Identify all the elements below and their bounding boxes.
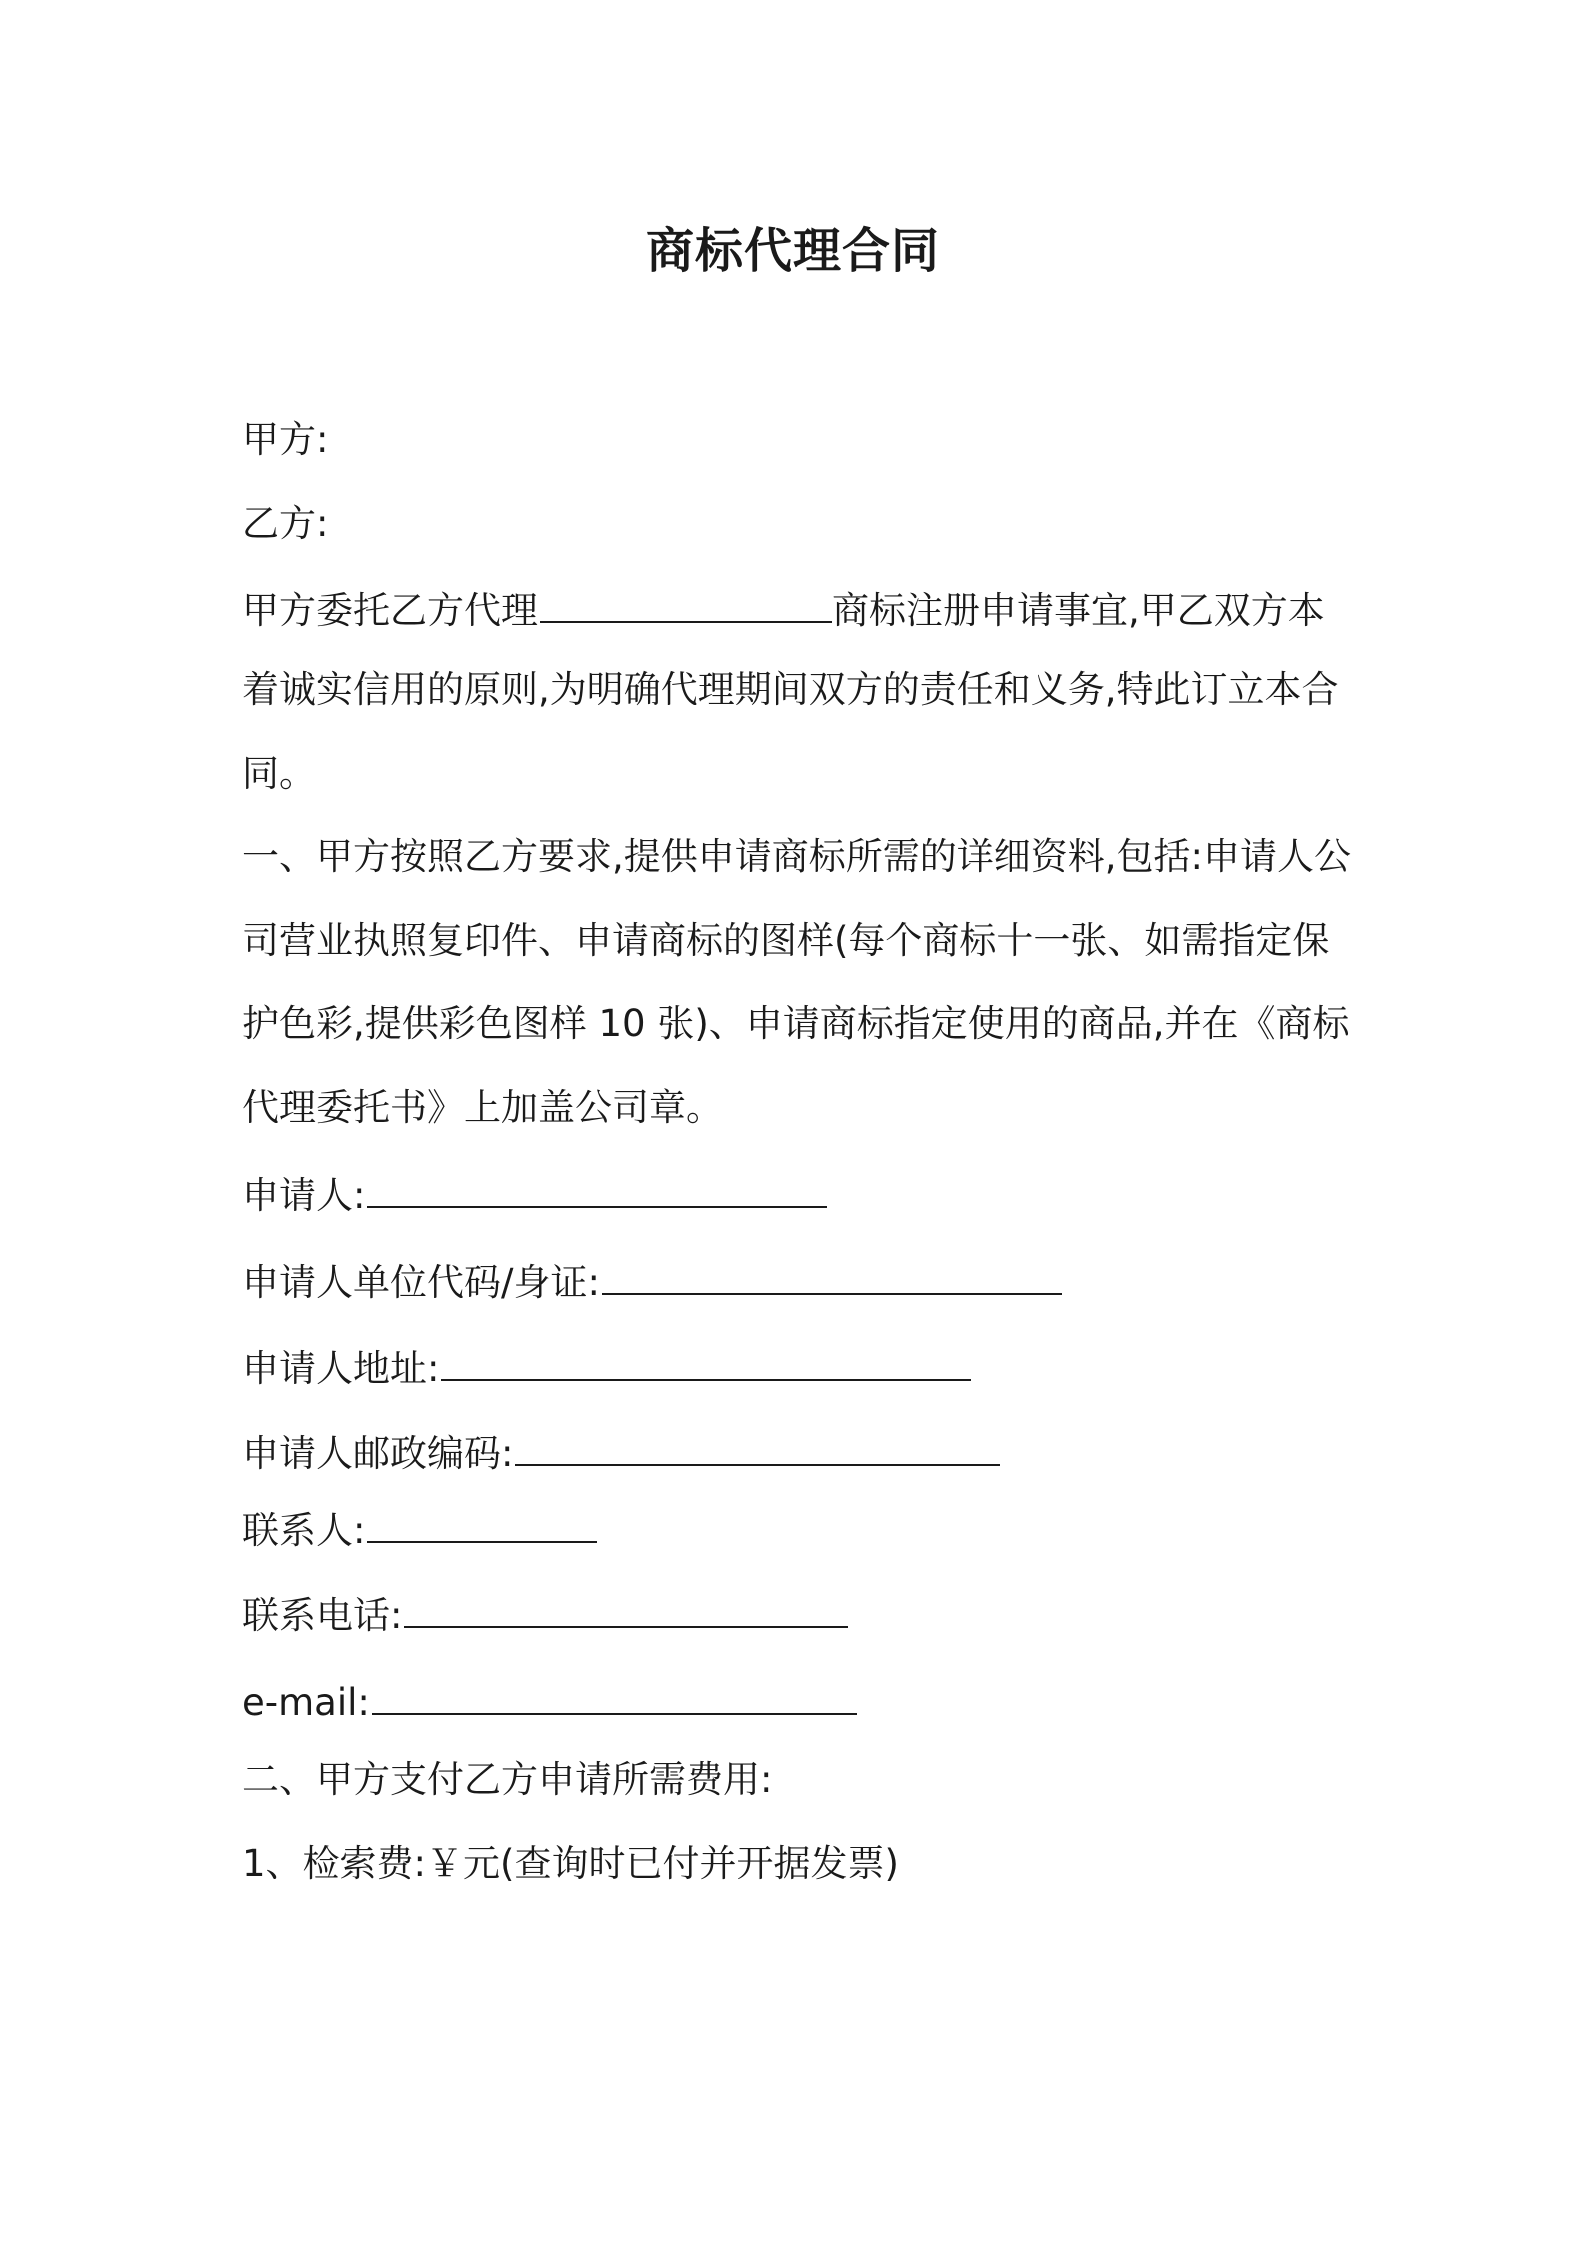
clause-1-line-1: 一、甲方按照乙方要求,提供申请商标所需的详细资料,包括:申请人公 [242,835,1351,878]
intro-text-before: 甲方委托乙方代理 [242,589,538,632]
applicant-postcode-field [242,1428,1362,1476]
applicant-address-label: 申请人地址: [242,1347,440,1390]
applicant-field [242,1170,1362,1218]
email-label: e-mail: [242,1681,370,1724]
applicant-code-field [242,1257,1362,1305]
contact-person-field [242,1505,1362,1553]
document-title: 商标代理合同 [645,223,940,279]
clause-1-line-3: 护色彩,提供彩色图样 10 张)、申请商标指定使用的商品,并在《商标 [242,1002,1350,1045]
party-b-label: 乙方: [242,502,329,545]
clause-2-item-1: 1、检索费:￥元(查询时已付并开据发票) [242,1842,899,1885]
contact-phone-field [242,1590,1362,1638]
applicant-postcode-label: 申请人邮政编码: [242,1432,514,1475]
intro-line-3: 同。 [242,752,316,795]
clause-2-heading: 二、甲方支付乙方申请所需费用: [242,1758,773,1801]
contact-person-label: 联系人: [242,1509,366,1552]
contact-phone-blank [404,1590,848,1628]
applicant-address-field [242,1343,1362,1391]
email-blank [372,1677,857,1715]
intro-text-after: 商标注册申请事宜,甲乙双方本 [832,589,1325,632]
intro-line-2: 着诚实信用的原则,为明确代理期间双方的责任和义务,特此订立本合 [242,668,1339,711]
applicant-label: 申请人: [242,1174,366,1217]
trademark-name-blank [540,585,832,623]
clause-1-line-2: 司营业执照复印件、申请商标的图样(每个商标十一张、如需指定保 [242,919,1330,962]
email-field [242,1677,1362,1725]
applicant-postcode-blank [515,1428,1000,1466]
applicant-code-label: 申请人单位代码/身证: [242,1261,600,1304]
applicant-address-blank [441,1343,971,1381]
applicant-code-blank [602,1257,1062,1295]
intro-line-1 [242,585,1362,633]
party-a-label: 甲方: [242,418,329,461]
contact-person-blank [367,1505,597,1543]
contact-phone-label: 联系电话: [242,1594,403,1637]
clause-1-line-4: 代理委托书》上加盖公司章。 [242,1086,723,1129]
applicant-blank [367,1170,827,1208]
